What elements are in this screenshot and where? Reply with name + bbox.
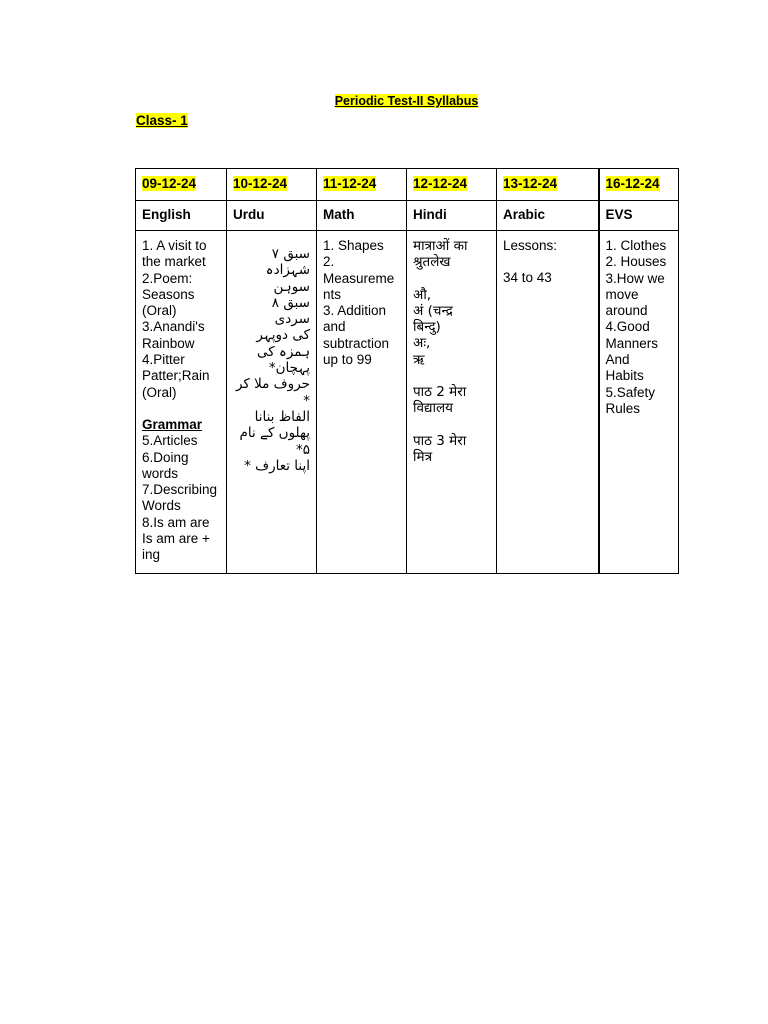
syllabus-line: 34 to 43: [503, 270, 552, 286]
syllabus-line: سبق ۷ شہزادہ: [265, 246, 310, 279]
syllabus-line: 5.Safety: [605, 384, 656, 400]
date-text: 16-12-24: [605, 176, 660, 192]
date-cell-math: [317, 169, 407, 201]
syllabus-line: विद्यालय: [413, 400, 453, 417]
syllabus-line: 2.Poem:: [142, 270, 193, 286]
blank-line: [142, 401, 220, 417]
date-text: 11-12-24: [323, 176, 377, 192]
syllabus-line: पाठ 2 मेरा: [413, 384, 467, 401]
syllabus-line: حروف ملا کر *: [231, 376, 310, 409]
section-heading: Grammar: [142, 416, 203, 432]
syllabus-line: پھلوں کے نام ۵*: [235, 425, 310, 458]
syllabus-line: मात्राओं का: [413, 238, 468, 254]
syllabus-line: 4.Good: [605, 319, 650, 335]
content-cell-math: [317, 231, 407, 574]
syllabus-line: Habits: [605, 368, 644, 384]
date-cell-hindi: [407, 169, 497, 201]
content-cell-hindi: [407, 231, 497, 574]
syllabus-line: 6.Doing: [142, 449, 189, 465]
syllabus-line: 3.Anandi's: [142, 319, 205, 335]
class-label: [136, 113, 188, 128]
syllabus-line: 1. Clothes: [605, 238, 667, 253]
syllabus-line: the market: [142, 254, 206, 270]
date-cell-evs: [599, 169, 679, 201]
content-cell-arabic: [497, 231, 599, 574]
syllabus-line: 4.Pitter: [142, 352, 185, 368]
page-title: [0, 94, 768, 108]
syllabus-line: کی دوپہر: [256, 327, 310, 344]
blank-line: [413, 368, 490, 384]
syllabus-line: 8.Is am are: [142, 514, 210, 530]
syllabus-line: अं (चन्द्र: [413, 302, 453, 319]
date-text: 12-12-24: [413, 176, 468, 192]
page-title-text: Periodic Test-II Syllabus: [334, 94, 479, 108]
date-text: 10-12-24: [233, 176, 288, 192]
class-label-text: Class- 1: [136, 113, 188, 128]
syllabus-line: up to 99: [323, 352, 372, 368]
subject-cell-english: English: [136, 201, 227, 231]
syllabus-line: औ,: [413, 286, 432, 303]
blank-line: [413, 271, 490, 287]
content-cell-evs: [599, 231, 679, 574]
syllabus-line: 2. Houses: [605, 254, 667, 270]
syllabus-line: And: [605, 352, 630, 368]
syllabus-line: Is am are +: [142, 531, 210, 547]
syllabus-line: ہمزہ کی پہچان*: [252, 343, 310, 377]
content-row: [136, 231, 679, 574]
syllabus-line: 2.: [323, 254, 335, 270]
date-cell-urdu: [227, 169, 317, 201]
blank-line: [503, 254, 592, 270]
syllabus-line: الفاظ بنانا: [254, 408, 310, 425]
date-text: 09-12-24: [142, 176, 197, 192]
subject-cell-arabic: Arabic: [497, 201, 599, 231]
syllabus-line: ing: [142, 547, 161, 563]
syllabus-line: Rules: [605, 400, 641, 416]
syllabus-line: Words: [142, 498, 181, 514]
syllabus-line: subtraction: [323, 335, 390, 351]
syllabus-line: बिन्दु): [413, 319, 441, 336]
syllabus-line: ऋ: [413, 351, 425, 368]
syllabus-line: मित्र: [413, 448, 433, 465]
syllabus-line: 1. Shapes: [323, 238, 384, 253]
syllabus-line: 3.How we: [605, 270, 665, 286]
subject-cell-urdu: Urdu: [227, 201, 317, 231]
date-text: 13-12-24: [503, 176, 558, 192]
syllabus-line: 3. Addition: [323, 303, 387, 319]
date-cell-arabic: [497, 169, 599, 201]
syllabus-line: 7.Describing: [142, 482, 218, 498]
syllabus-line: श्रुतलेख: [413, 254, 451, 271]
syllabus-line: (Oral): [142, 303, 177, 319]
syllabus-line: سوہن: [273, 278, 310, 295]
syllabus-line: سبق ۸ سردی: [267, 294, 310, 328]
subject-cell-math: Math: [317, 201, 407, 231]
syllabus-line: 1. A visit to: [142, 238, 207, 253]
subject-cell-evs: EVS: [599, 201, 679, 231]
syllabus-line: Lessons:: [503, 238, 558, 253]
date-row: [136, 169, 679, 201]
syllabus-line: अः,: [413, 335, 431, 352]
syllabus-line: around: [605, 303, 648, 319]
syllabus-line: and: [323, 319, 346, 335]
syllabus-line: Measureme: [323, 270, 395, 286]
date-cell-english: [136, 169, 227, 201]
syllabus-line: words: [142, 465, 179, 481]
syllabus-line: Manners: [605, 335, 659, 351]
syllabus-line: (Oral): [142, 384, 177, 400]
syllabus-line: Seasons: [142, 286, 195, 302]
subject-cell-hindi: Hindi: [407, 201, 497, 231]
content-cell-english: [136, 231, 227, 574]
blank-line: [413, 417, 490, 433]
content-cell-urdu: [227, 231, 317, 574]
syllabus-line: Rainbow: [142, 335, 195, 351]
syllabus-line: nts: [323, 286, 342, 302]
syllabus-line: اپنا تعارف *: [244, 457, 310, 474]
syllabus-line: 5.Articles: [142, 433, 198, 449]
syllabus-table: [135, 168, 679, 574]
syllabus-line: move: [605, 286, 639, 302]
syllabus-line: पाठ 3 मेरा: [413, 432, 467, 449]
subject-row: [136, 201, 679, 231]
syllabus-line: Patter;Rain: [142, 368, 210, 384]
